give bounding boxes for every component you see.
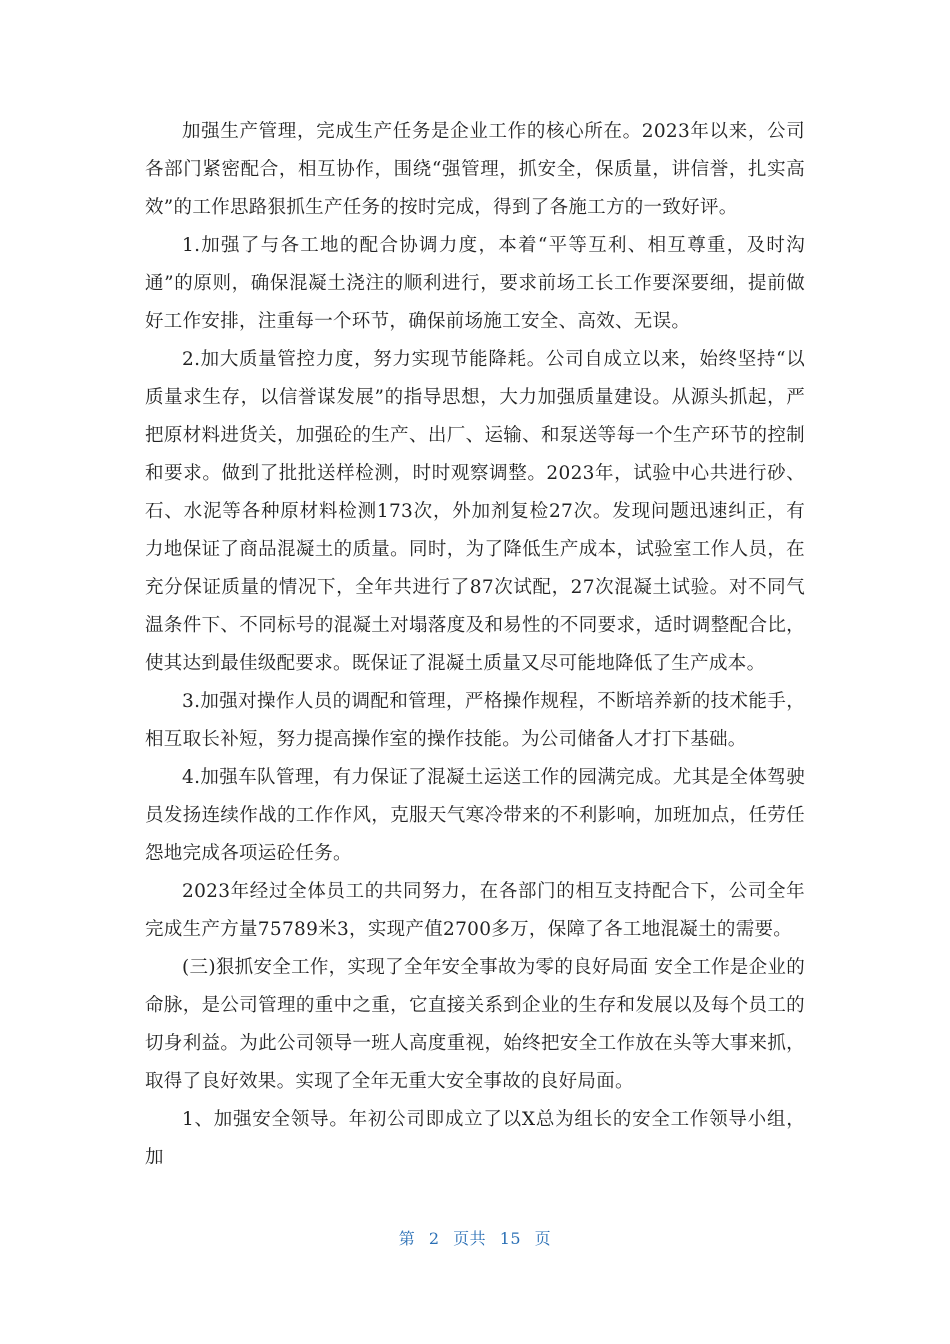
paragraph-annual-output: 2023年经过全体员工的共同努力，在各部门的相互支持配合下，公司全年完成生产方量75789米3，实现产值2700多万，保障了各工地混凝土的需要。 bbox=[145, 881, 805, 940]
paragraph-item-4-fleet: 4.加强车队管理，有力保证了混凝土运送工作的园满完成。尤其是全体驾驶员发扬连续作战的工作作风，克服天气寒冷带来的不利影响，加班加点，任劳任怨地完成各项运砼任务。 bbox=[145, 767, 805, 864]
paragraph-item-2-quality: 2.加大质量管控力度，努力实现节能降耗。公司自成立以来，始终坚持“以质量求生存，以信誉谋发展”的指导思想，大力加强质量建设。从源头抓起，严把原材料进货关，加强砼的生产、出厂、运输、和泵送等每一个生产环节的控制和要求。做到了批批送样检测，时时观察调整。2023年，试验中心共进行砂、石、水泥等各种原材料检测173次，外加剂复检27次。发现问题迅速纠正，有力地保证了商品混凝土的质量。同时，为了降低生产成本，试验室工作人员，在充分保证质量的情况下，全年共进行了87次试配，27次混凝土试验。对不同气温条件下、不同标号的混凝土对塌落度及和易性的不同要求，适时调整配合比，使其达到最佳级配要求。既保证了混凝土质量又尽可能地降低了生产成本。 bbox=[145, 349, 805, 674]
document-body bbox=[145, 113, 805, 1177]
paragraph-safety-leadership: 1、加强安全领导。年初公司即成立了以X总为组长的安全工作领导小组，加 bbox=[145, 1109, 805, 1168]
paragraph-production-management: 加强生产管理，完成生产任务是企业工作的核心所在。2023年以来，公司各部门紧密配合，相互协作，围绕“强管理，抓安全，保质量，讲信誉，扎实高效”的工作思路狠抓生产任务的按时完成，得到了各施工方的一致好评。 bbox=[145, 121, 805, 218]
paragraph-item-3-operators: 3.加强对操作人员的调配和管理，严格操作规程，不断培养新的技术能手，相互取长补短，努力提高操作室的操作技能。为公司储备人才打下基础。 bbox=[145, 691, 805, 750]
page-number-footer: 第 2 页共 15 页 bbox=[398, 1229, 552, 1248]
paragraph-safety-section: (三)狠抓安全工作，实现了全年安全事故为零的良好局面 安全工作是企业的命脉，是公司管理的重中之重，它直接关系到企业的生存和发展以及每个员工的切身利益。为此公司领导一班人高度重视，始终把安全工作放在头等大事来抓，取得了良好效果。实现了全年无重大安全事故的良好局面。 bbox=[145, 957, 805, 1092]
paragraph-item-1-coordination: 1.加强了与各工地的配合协调力度，本着“平等互利、相互尊重，及时沟通”的原则，确保混凝土浇注的顺利进行，要求前场工长工作要深要细，提前做好工作安排，注重每一个环节，确保前场施工安全、高效、无误。 bbox=[145, 235, 805, 332]
